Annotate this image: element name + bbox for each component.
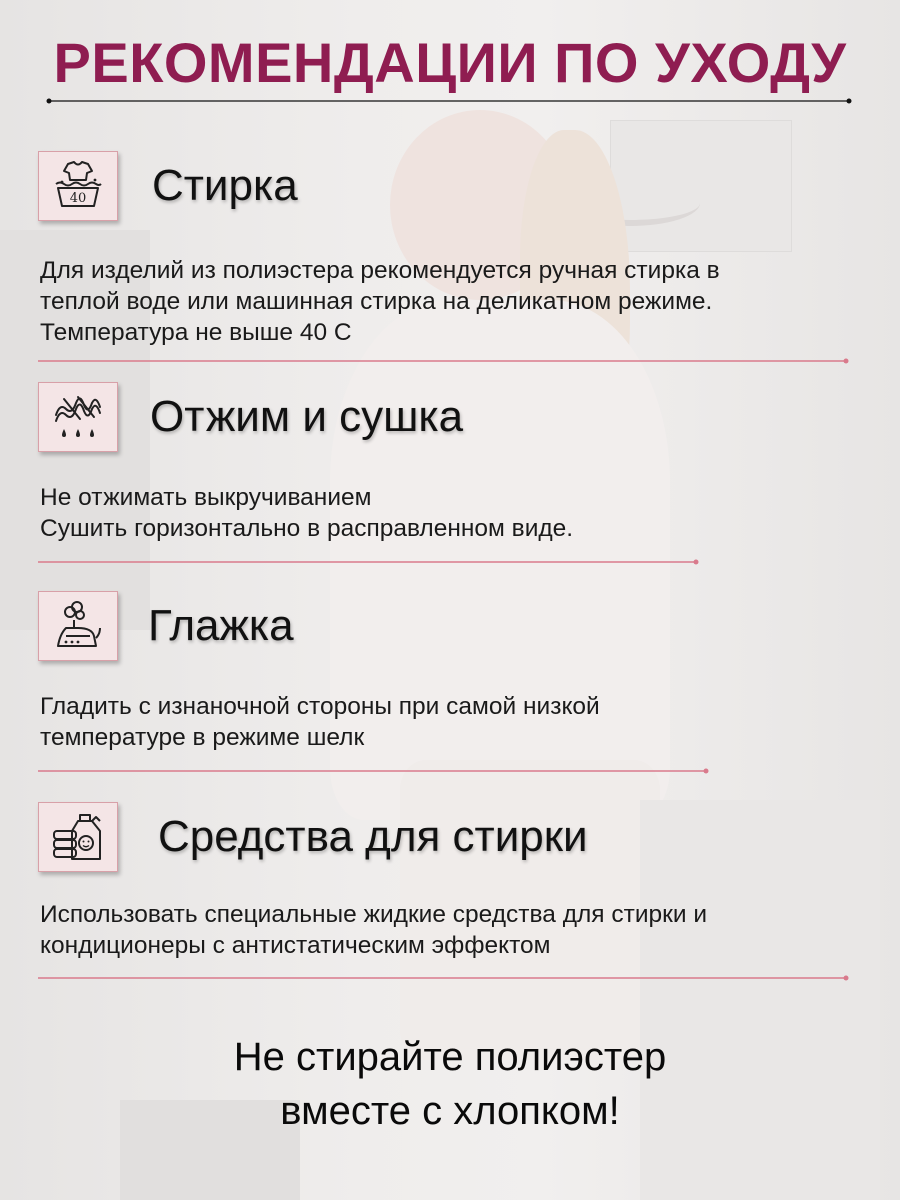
- washing-basin-40-icon: [50, 158, 106, 214]
- section-ironing-title: Глажка: [148, 601, 294, 650]
- section-detergent-icon-box: [38, 802, 118, 872]
- section-divider: [38, 974, 850, 982]
- page-title: РЕКОМЕНДАЦИИ ПО УХОДУ: [53, 31, 847, 94]
- section-divider: [38, 767, 710, 775]
- section-washing-title: Стирка: [152, 161, 298, 210]
- section-detergent-title: Средства для стирки: [158, 812, 588, 861]
- section-detergent-text: Использовать специальные жидкие средства для стирки и кондиционеры с антистатическим эффектом: [40, 901, 708, 959]
- footer-warning: Не стирайте полиэстер вместе с хлопком!: [233, 1035, 667, 1133]
- steam-iron-icon: [50, 598, 106, 654]
- svg-text:40: 40: [69, 191, 87, 206]
- title-divider: [46, 97, 852, 105]
- section-washing-text: Для изделий из полиэстера рекомендуется ручная стирка в теплой воде или машинная стирка на деликатном режиме. Температура не выше 40 С: [40, 257, 720, 346]
- section-wringing-text: Не отжимать выкручиванием Сушить горизонтально в расправленном виде.: [40, 484, 574, 542]
- section-wringing-title: Отжим и сушка: [150, 392, 464, 441]
- section-divider: [38, 357, 850, 365]
- section-divider: [38, 558, 700, 566]
- no-wring-icon: [50, 389, 106, 445]
- detergent-icon: [50, 809, 106, 865]
- section-ironing-icon-box: [38, 591, 118, 661]
- section-wringing-icon-box: [38, 382, 118, 452]
- section-washing-icon-box: [38, 151, 118, 221]
- section-ironing-text: Гладить с изнаночной стороны при самой низкой температуре в режиме шелк: [40, 693, 600, 751]
